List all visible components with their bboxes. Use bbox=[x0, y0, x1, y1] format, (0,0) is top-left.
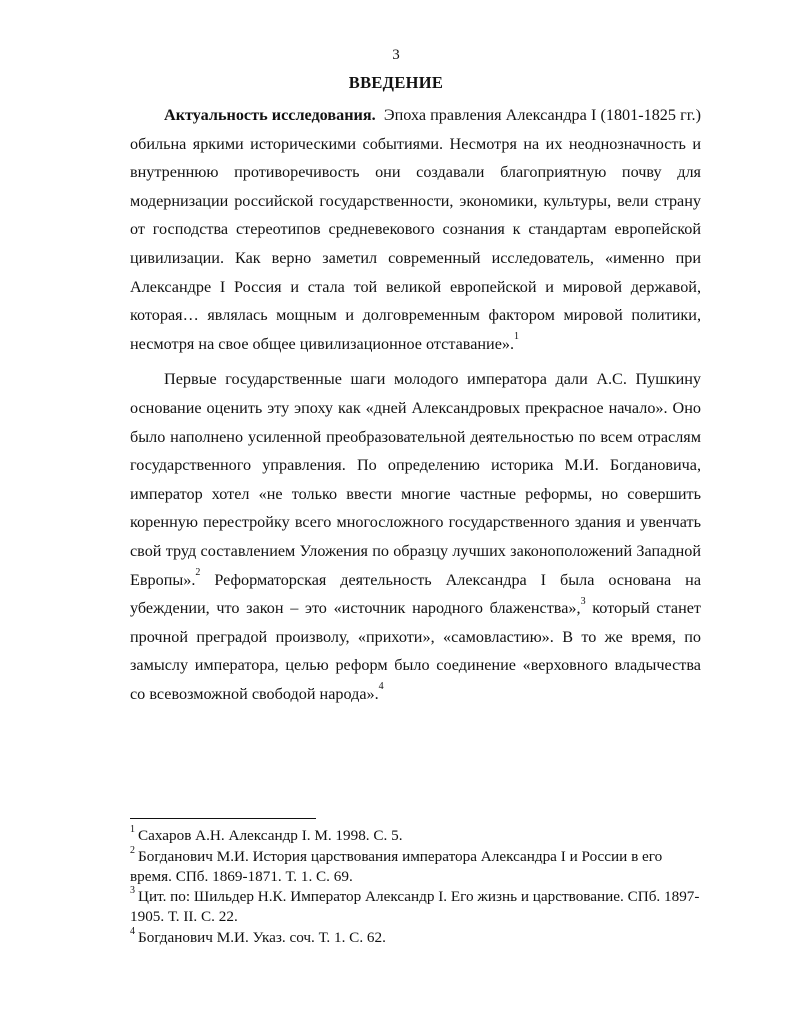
paragraph-text: который станет прочной преградой произволу, «прихоти», «самовластию». В то же время, по замыслу императора, целью реформ было соединение «верховного владычества со всевозможной свободой народа». bbox=[130, 599, 701, 703]
page-number: 3 bbox=[392, 47, 400, 63]
footnote-ref-1: 1 bbox=[514, 331, 520, 343]
paragraph-relevance bbox=[130, 101, 701, 358]
footnote-item bbox=[130, 823, 706, 846]
body-text bbox=[130, 101, 701, 708]
paragraph-text: Реформаторская деятельность Александра I была основана на убеждении, что закон – это «источник народного блаженства», bbox=[130, 570, 701, 618]
footnote-number: 2 bbox=[130, 844, 135, 856]
footnote-ref-4: 4 bbox=[378, 681, 384, 693]
paragraph-reforms bbox=[130, 365, 701, 708]
footnote-item bbox=[130, 844, 706, 887]
paragraph-text: Первые государственные шаги молодого императора дали А.С. Пушкину основание оценить эту эпоху как «дней Александровых прекрасное начало». Оно было наполнено усиленной преобразовательной деятельностью по всем отраслям государственного управления. По определению историка М.И. Богдановича, император хотел «не только ввести многие частные реформы, но совершить коренную перестройку всего многосложного государственного здания и увенчать свой труд составлением Уложения по образцу лучших законоположений Западной Европы». bbox=[130, 370, 701, 589]
footnote-text: Богданович М.И. История царствования императора Александра I и России в его время. СПб. 1869-1871. Т. 1. С. 69. bbox=[130, 847, 663, 885]
footnote-item bbox=[130, 925, 706, 948]
footnote-text: Цит. по: Шильдер Н.К. Император Александр I. Его жизнь и царствование. СПб. 1897-1905. Т. II. С. 22. bbox=[130, 888, 700, 926]
paragraph-lead: Актуальность исследования. bbox=[164, 106, 376, 124]
footnote-number: 4 bbox=[130, 925, 135, 937]
footnote-ref-2: 2 bbox=[195, 567, 201, 579]
section-heading: ВВЕДЕНИЕ bbox=[348, 73, 444, 92]
footnote-ref-3: 3 bbox=[580, 595, 586, 607]
footnote-divider bbox=[130, 818, 316, 819]
paragraph-text: Эпоха правления Александра I (1801-1825 гг.) обильна яркими историческими событиями. Несмотря на их неоднозначность и внутреннюю противоречивость они создавали благоприятную почву для модернизации российской государственности, экономики, культуры, вели страну от господства стереотипов средневекового сознания к стандартам европейской цивилизации. Как верно заметил современный исследователь, «именно при Александре I Россия и стала той великой европейской и мировой державой, которая… являлась мощным и долговременным фактором мировой политики, несмотря на свое общее цивилизационное отставание». bbox=[130, 106, 701, 353]
footnotes bbox=[130, 823, 706, 949]
footnote-number: 1 bbox=[130, 823, 135, 835]
footnote-number: 3 bbox=[130, 885, 135, 897]
footnote-text: Богданович М.И. Указ. соч. Т. 1. С. 62. bbox=[138, 928, 386, 946]
footnote-item bbox=[130, 887, 706, 927]
footnote-text: Сахаров А.Н. Александр I. М. 1998. С. 5. bbox=[138, 827, 403, 844]
